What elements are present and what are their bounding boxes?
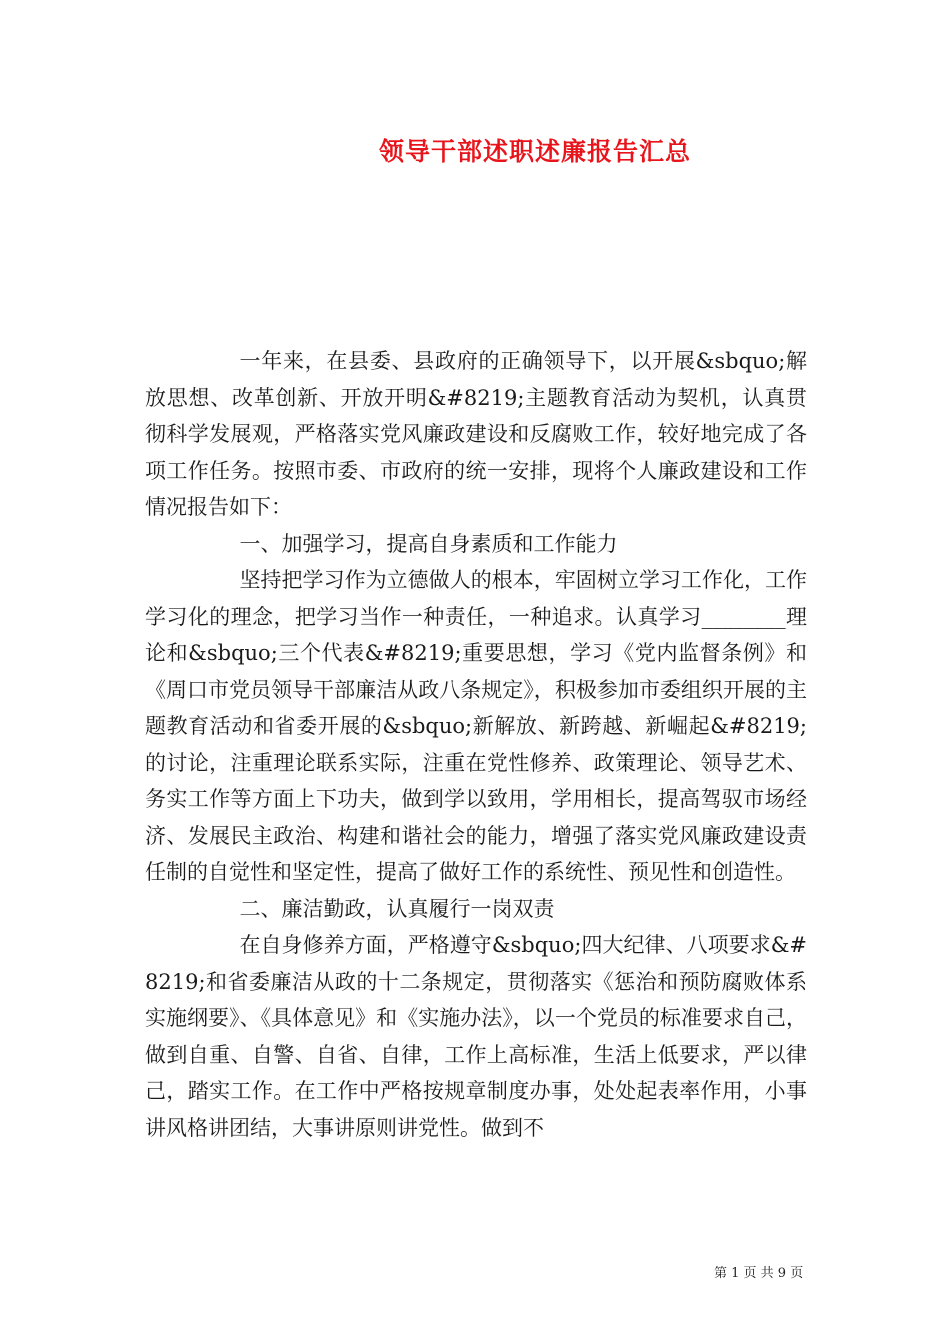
section-heading-2: 二、廉洁勤政，认真履行一岗双责 (239, 896, 555, 921)
section-heading-1: 一、加强学习，提高自身素质和工作能力 (239, 531, 618, 556)
document-title: 领导干部述职述廉报告汇总 (378, 137, 691, 166)
paragraph-intro: 一年来，在县委、县政府的正确领导下，以开展&sbquo;解放思想、改革创新、开放开明&#8219;主题教育活动为契机，认真贯彻科学发展观，严格落实党风廉政建设和反腐败工作，较好地完成了各项工作任务。按照市委、市政府的统一安排，现将个人廉政建设和工作情况报告如下： (145, 349, 807, 519)
paragraph-integrity: 在自身修养方面，严格遵守&sbquo;四大纪律、八项要求&#8219;和省委廉洁从政的十二条规定，贯彻落实《惩治和预防腐败体系实施纲要》、《具体意见》和《实施办法》，以一个党员的标准要求自己，做到自重、自警、自省、自律，工作上高标准，生活上低要求，严以律己，踏实工作。在工作中严格按规章制度办事，处处起表率作用，小事讲风格讲团结，大事讲原则讲党性。做到不 (145, 933, 807, 1140)
page-number: 第 1 页 共 9 页 (714, 1266, 804, 1281)
document-body (145, 343, 807, 1146)
paragraph-study: 坚持把学习作为立德做人的根本，牢固树立学习工作化，工作学习化的理念，把学习当作一种责任，一种追求。认真学习________理论和&sbquo;三个代表&#8219;重要思想，学习《党内监督条例》和《周口市党员领导干部廉洁从政八条规定》，积极参加市委组织开展的主题教育活动和省委开展的&sbquo;新解放、新跨越、新崛起&#8219;的讨论，注重理论联系实际，注重在党性修养、政策理论、领导艺术、务实工作等方面上下功夫，做到学以致用，学用相长，提高驾驭市场经济、发展民主政治、构建和谐社会的能力，增强了落实党风廉政建设责任制的自觉性和坚定性，提高了做好工作的系统性、预见性和创造性。 (145, 568, 807, 884)
